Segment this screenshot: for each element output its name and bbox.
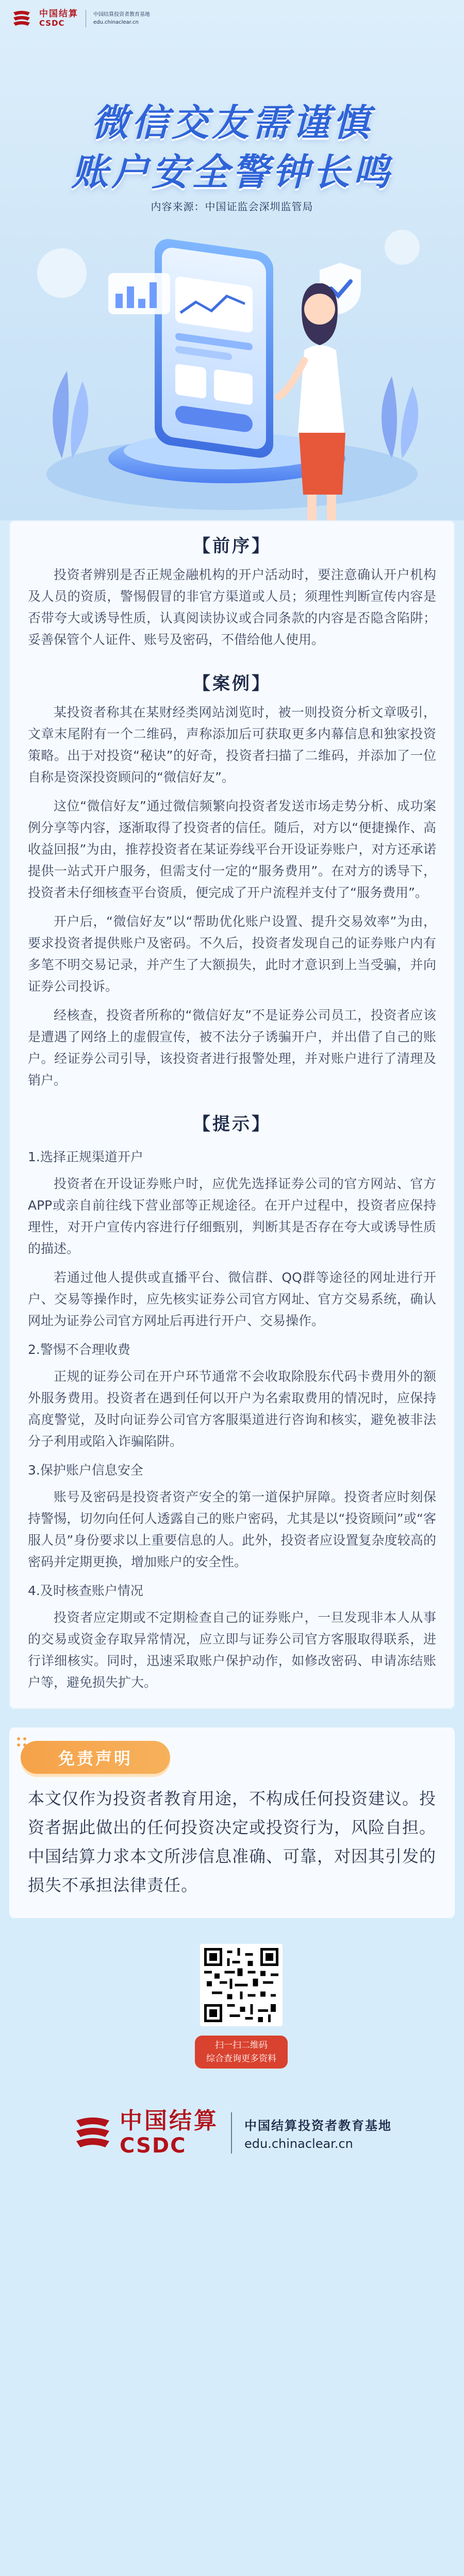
footer-divider: [231, 2112, 232, 2154]
tip-heading-3: 3.保护账户信息安全: [28, 1463, 143, 1478]
qr-code-icon: [204, 1948, 278, 2022]
qr-code[interactable]: [200, 1944, 283, 2026]
footer-base-name: 中国结算投资者教育基地: [244, 2118, 392, 2133]
top-logo-bar: [11, 9, 150, 28]
csdc-logo-icon: [11, 9, 32, 28]
article-card: [9, 520, 455, 1709]
footer-logo-bar: [0, 2079, 464, 2187]
case-paragraph: 经核查，投资者所称的“微信好友”不是证券公司员工，投资者应该是遭遇了网络上的虚假宣传，被不法分子诱骗开户，并出借了自己的账户。经证券公司引导，该投资者进行报警处理，并对账户进行了清理及销户。: [28, 1008, 436, 1088]
footer-base-url[interactable]: edu.chinaclear.cn: [244, 2136, 353, 2151]
footer-logo-cn: 中国结算: [120, 2108, 219, 2134]
disclaimer-card: [9, 1727, 455, 1918]
hero-title: [0, 98, 464, 197]
preface-paragraph: 投资者辨别是否正规金融机构的开户活动时，要注意确认开户机构及人员的资质，警惕假冒的非官方渠道或人员；须理性判断宣传内容是否带夸大或诱导性质，认真阅读协议或合同条款的内容是否隐含陷阱；妥善保管个人证件、账号及密码，不借给他人使用。: [28, 567, 436, 647]
section-title-preface: 【前序】: [193, 536, 271, 556]
qr-section: [9, 1918, 464, 2079]
qr-caption-line1: 扫一扫二维码: [215, 2040, 268, 2050]
content-source: 内容来源：中国证监会深圳监管局: [151, 200, 313, 213]
qr-caption: [195, 2036, 288, 2069]
logo-cn: 中国结算: [39, 9, 78, 20]
disclaimer-badge: [21, 1741, 170, 1774]
hero-title-line2: 账户安全警钟长鸣: [71, 150, 393, 194]
footer-base-info: [244, 2115, 392, 2151]
disclaimer-badge-label: 免责声明: [58, 1749, 132, 1768]
plant-right-icon: [382, 376, 418, 459]
tip-heading-2: 2.警惕不合理收费: [28, 1342, 130, 1357]
case-paragraph: 这位“微信好友”通过微信频繁向投资者发送市场走势分析、成功案例分享等内容，逐渐取得了投资者的信任。随后，对方以“便捷操作、高收益回报”为由，推荐投资者在某证券线平台开设证券账户，对方还承诺提供一站式开户服务，但需支付一定的“服务费用”。在对方的诱导下，投资者未仔细核查平台资质，便完成了开户流程并支付了“服务费用”。: [28, 799, 436, 900]
footer-logo: [72, 2110, 219, 2156]
tip-heading-4: 4.及时核查账户情况: [28, 1583, 143, 1598]
section-title-tips: 【提示】: [193, 1114, 271, 1134]
plant-left-icon: [53, 371, 88, 459]
case-paragraph: 开户后，“微信好友”以“帮助优化账户设置、提升交易效率”为由，要求投资者提供账户及密码。不久后，投资者发现自己的证券账户内有多笔不明交易记录，并产生了大额损失，此时才意识到上当受骗，并向证券公司投诉。: [28, 914, 436, 994]
dots-decoration-icon: [14, 1735, 35, 1755]
hero-banner: [0, 0, 464, 520]
article-body: [0, 520, 464, 2079]
floating-chart-card: [108, 273, 170, 314]
tip-paragraph: 投资者在开设证券账户时，应优先选择证券公司的官方网站、官方APP或亲自前往线下营业部等正规途径。在开户过程中，投资者应保持理性，对开户宣传内容进行仔细甄别，判断其是否存在夸大或诱导性质的描述。: [28, 1176, 436, 1256]
tip-paragraph: 投资者应定期或不定期检查自己的证券账户，一旦发现非本人从事的交易或资金存取异常情况，应立即与证券公司官方客服取得联系，进行详细核实。同时，迅速采取账户保护动作，如修改密码、申请冻结账户等，避免损失扩大。: [28, 1610, 436, 1690]
footer-logo-en: CSDC: [120, 2134, 187, 2158]
case-paragraph: 某投资者称其在某财经类网站浏览时，被一则投资分析文章吸引，文章末尾附有一个二维码，声称添加后可获取更多内幕信息和独家投资策略。出于对投资“秘诀”的好奇，投资者扫描了二维码，并添加了一位自称是资深投资顾问的“微信好友”。: [28, 705, 436, 785]
base-url: edu.chinaclear.cn: [93, 20, 139, 25]
hero-title-line1: 微信交友需谨慎: [91, 101, 373, 144]
logo-text: [39, 9, 78, 27]
logo-en: CSDC: [39, 19, 65, 28]
disclaimer-text: 本文仅作为投资者教育用途，不构成任何投资建议。投资者据此做出的任何投资决定或投资行为，风险自担。中国结算力求本文所涉信息准确、可靠，对因其引发的损失不承担法律责任。: [28, 1789, 437, 1895]
logo-subtitle: [93, 11, 150, 26]
hero-illustration: [0, 216, 464, 520]
csdc-footer-logo-icon: [72, 2114, 113, 2151]
tip-heading-1: 1.选择正规渠道开户: [28, 1149, 143, 1164]
phone-illustration: [155, 237, 273, 460]
section-title-case: 【案例】: [193, 673, 271, 694]
deco-bubble: [37, 248, 87, 298]
tip-paragraph: 正规的证券公司在开户环节通常不会收取除股东代码卡费用外的额外服务费用。投资者在遇到任何以开户为名索取费用的情况时，应保持高度警觉，及时向证券公司官方客服渠道进行咨询和核实，避免被非法分子利用或陷入诈骗陷阱。: [28, 1369, 436, 1449]
base-name: 中国结算投资者教育基地: [93, 12, 150, 18]
tip-paragraph: 若通过他人提供或直播平台、微信群、QQ群等途径的网址进行开户、交易等操作时，应先核实证券公司官方网址、官方交易系统，确认网址为证券公司官方网址后再进行开户、交易操作。: [28, 1270, 436, 1328]
tip-paragraph: 账号及密码是投资者资产安全的第一道保护屏障。投资者应时刻保持警惕，切勿向任何人透露自己的账户密码，尤其是以“投资顾问”或“客服人员”身份要求以上重要信息的人。此外，投资者应设置复杂度较高的密码并定期更换，增加账户的安全性。: [28, 1489, 436, 1569]
qr-caption-line2: 综合查询更多资料: [206, 2054, 276, 2064]
